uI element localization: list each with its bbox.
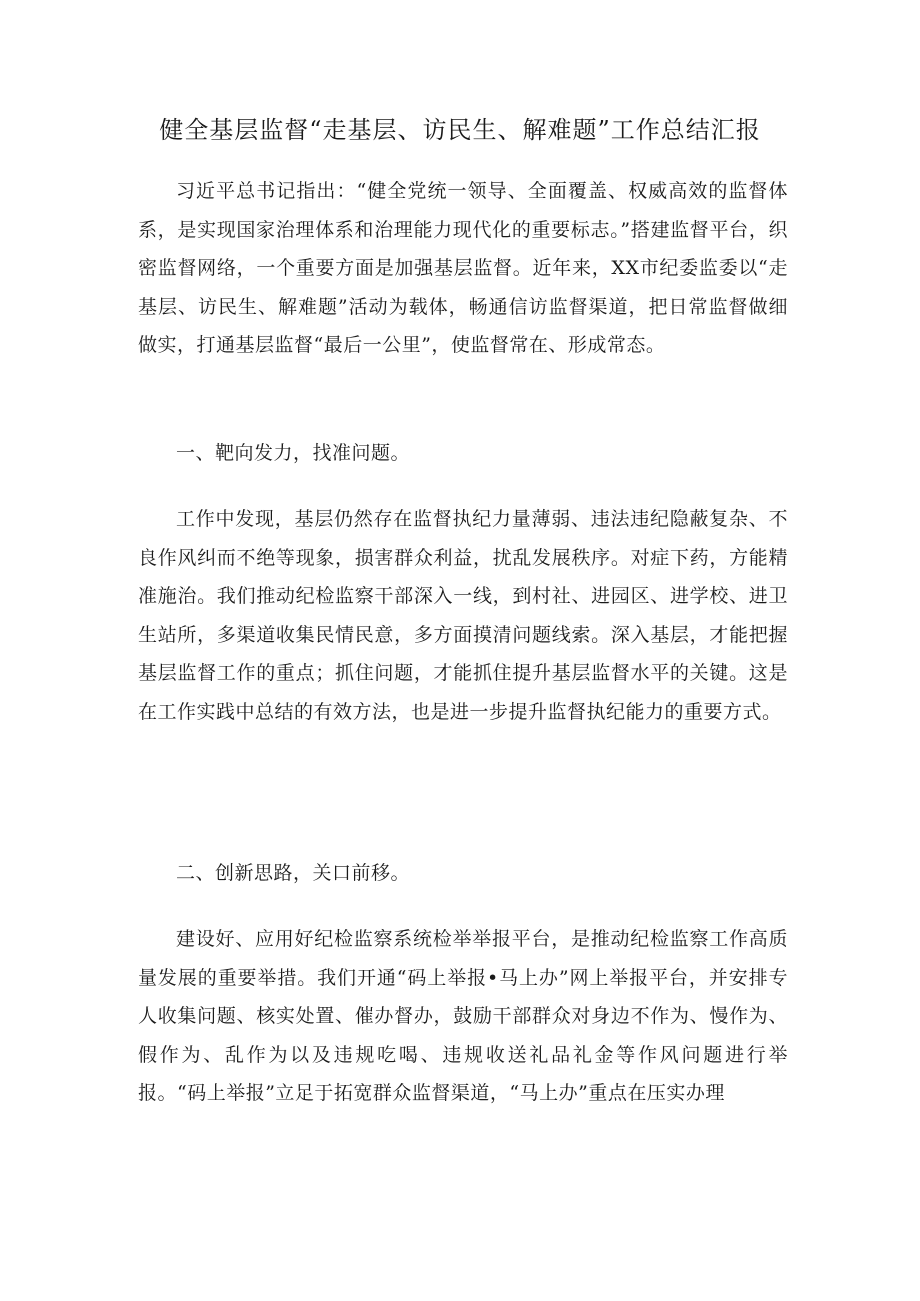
section-heading-2: 二、创新思路，关口前移。: [176, 862, 411, 884]
paragraph-section-2: 建设好、应用好纪检监察系统检举举报平台，是推动纪检监察工作高质量发展的重要举措。我们开通“码上举报•马上办”网上举报平台，并安排专人收集问题、核实处置、催办督办，鼓励干部群众对身边不作为、慢作为、假作为、乱作为以及违规吃喝、违规收送礼品礼金等作风问题进行举报。“码上举报”立足于拓宽群众监督渠道，“马上办”重点在压实办理: [138, 928, 788, 1105]
section-heading-1: 一、靶向发力，找准问题。: [176, 442, 411, 464]
paragraph-section-1: 工作中发现，基层仍然存在监督执纪力量薄弱、违法违纪隐蔽复杂、不良作风纠而不绝等现象，损害群众利益，扰乱发展秩序。对症下药，方能精准施治。我们推动纪检监察干部深入一线，到村社、进园区、进学校、进卫生站所，多渠道收集民情民意，多方面摸清问题线索。深入基层，才能把握基层监督工作的重点；抓住问题，才能抓住提升基层监督水平的关键。这是在工作实践中总结的有效方法，也是进一步提升监督执纪能力的重要方式。: [138, 508, 788, 723]
document-title: 健全基层监督“走基层、访民生、解难题”工作总结汇报: [159, 116, 761, 144]
paragraph-intro: 习近平总书记指出：“健全党统一领导、全面覆盖、权威高效的监督体系，是实现国家治理体系和治理能力现代化的重要标志。”搭建监督平台，织密监督网络，一个重要方面是加强基层监督。近年来，XX市纪委监委以“走基层、访民生、解难题”活动为载体，畅通信访监督渠道，把日常监督做细做实，打通基层监督“最后一公里”，使监督常在、形成常态。: [138, 180, 788, 357]
